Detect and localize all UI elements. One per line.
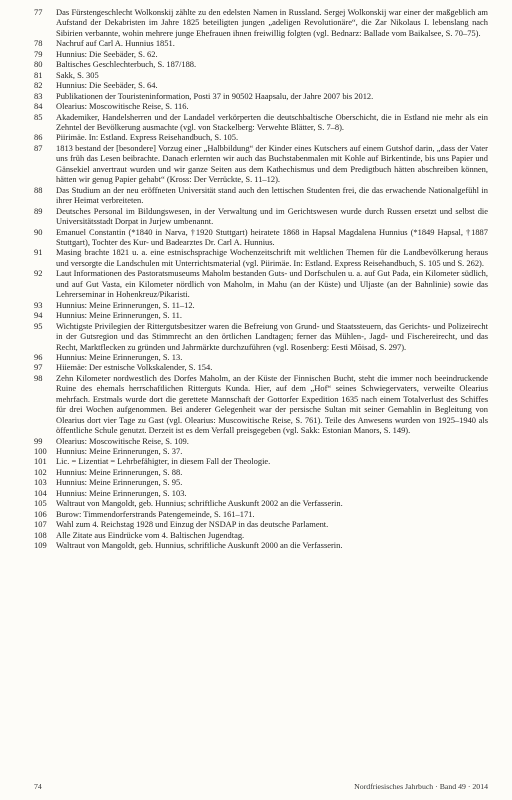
- footnote: [34, 519, 488, 529]
- footnote-text: Publikationen der Touristeninformation, Posti 37 in 90502 Haapsalu, der Jahre 2007 bis 2012.: [56, 90, 374, 101]
- footnote-number: 103: [34, 477, 47, 488]
- footnote: [34, 206, 488, 227]
- footnote-number: 83: [34, 90, 43, 101]
- footnote-text: Hunnius: Meine Erinnerungen, S. 37.: [56, 446, 183, 457]
- footnote-text: 1813 bestand der [besondere] Vorzug einer „Halbbildung“ der Kinder eines Kutschers auf einem Gutshof darin, „dass der Vater uns früh das Lesen beibrachte. Danach erlernten wir auch das Buchstabenmalen mit Kohle auf Birkentinde, bis uns Papier und Gänsekiel anvertraut wurden und wir ganze Seiten aus dem Kathechismus und dem Predigtbuch hätten abschreiben können, hätten wir genug Papier gehabt“ (Kross: Der Verrückte, S. 11–12).: [56, 142, 488, 185]
- footnote-text: Piirimäe. In: Estland. Express Reisehandbuch, S. 105.: [56, 132, 239, 143]
- footnote: [34, 38, 488, 48]
- footnote-number: 89: [34, 205, 43, 216]
- footnote: [34, 509, 488, 519]
- footnote-number: 79: [34, 48, 43, 59]
- footnote: [34, 310, 488, 320]
- footnote-text: Olearius: Moscowitische Reise, S. 109.: [56, 435, 189, 446]
- page-number: 74: [34, 782, 42, 791]
- footnote: [34, 373, 488, 436]
- footnote-text: Burow: Timmendorferstrands Patengemeinde, S. 161–171.: [56, 508, 255, 519]
- footnote: [34, 530, 488, 540]
- footnote-number: 109: [34, 540, 47, 551]
- footnote: [34, 49, 488, 59]
- footnote-number: 90: [34, 226, 43, 237]
- footnote: [34, 446, 488, 456]
- footnote-number: 85: [34, 111, 43, 122]
- journal-title: Nordfriesisches Jahrbuch · Band 49 · 2014: [354, 782, 488, 791]
- footnote-number: 93: [34, 299, 43, 310]
- footnote-number: 101: [34, 456, 47, 467]
- footnote-number: 105: [34, 498, 47, 509]
- footnote-number: 88: [34, 184, 43, 195]
- footnote: [34, 7, 488, 38]
- footnote-number: 104: [34, 487, 47, 498]
- footnote-number: 99: [34, 435, 43, 446]
- footnote-number: 80: [34, 59, 43, 70]
- footnote-number: 96: [34, 351, 43, 362]
- footnote: [34, 467, 488, 477]
- footnote-number: 95: [34, 320, 43, 331]
- footnote-text: Waltraut von Mangoldt, geb. Hunnius, schriftliche Auskunft 2000 an die Verfasserin.: [56, 540, 343, 551]
- footnote-number: 91: [34, 247, 43, 258]
- page-footer: [34, 782, 488, 792]
- footnote-number: 106: [34, 508, 47, 519]
- footnote-number: 108: [34, 529, 47, 540]
- footnote: [34, 352, 488, 362]
- footnote-text: Zehn Kilometer nordwestlich des Dorfes Maholm, an der Küste der Finnischen Bucht, steht die immer noch beeindruckende Ruine des ehemals herrschaftlichen Ritterguts Kunda. Hier, auf dem „Hof“ seines Schwiegervaters, verweilte Olearius mehrfach. Erstmals wurde dort die gerettete Mannschaft der Gottorfer Expedition 1635 nach einem Totalverlust des Schiffes für drei Wochen aufgenommen. Bei anderer Gelegenheit war der persische Sultan mit seiner Gemahlin in Begleitung von Olearius dort vier Tage zu Gast (vgl. Olearius: Muscowitische Reise, S. 761). Teile des Anwesens wurden von 1925–1940 als öffentliche Schule genutzt. Derzeit ist es dem Verfall preisgegeben (vgl. Sakk: Estonian Manors, S. 149).: [56, 372, 488, 436]
- footnote-number: 100: [34, 446, 47, 457]
- footnote-number: 84: [34, 101, 43, 112]
- footnote: [34, 362, 488, 372]
- footnote-text: Hunnius: Meine Erinnerungen, S. 103.: [56, 487, 187, 498]
- footnote-text: Alle Zitate aus Eindrücke vom 4. Baltischen Jugendtag.: [56, 529, 245, 540]
- footnote-text: Deutsches Personal im Bildungswesen, in der Verwaltung und im Gerichtswesen wurde durch Russen ersetzt und selbst die Universitätsstadt Dorpat in Jurjew umbenannt.: [56, 205, 488, 227]
- footnote-text: Baltisches Geschlechterbuch, S. 187/188.: [56, 59, 197, 70]
- footnote-text: Lic. = Lizentiat = Lehrbefähigter, in diesem Fall der Theologie.: [56, 456, 271, 467]
- footnote-text: Nachruf auf Carl A. Hunnius 1851.: [56, 38, 175, 49]
- footnote-text: Hunnius: Meine Erinnerungen, S. 11.: [56, 310, 182, 321]
- footnote-text: Emanuel Constantin (*1840 in Narva, †1920 Stuttgart) heiratete 1868 in Hapsal Magdalena Hunnius (*1849 Hapsal, †1887 Stuttgart), Tochter des Kur- und Badearztes Dr. Carl A. Hunnius.: [56, 226, 488, 247]
- footnote-text: Laut Informationen des Pastoratsmuseums Maholm bestanden Guts- und Dorfschulen u. a. auf Gut Pada, ein Kilometer südlich, und auf Gut Vasta, ein Kilometer nördlich von Maholm, in Mahu (an der Küste) und Uljaste (an der Bahnlinie) sowie das Lehrerseminar in Hohenkreuz/Pikaristi.: [56, 268, 488, 300]
- footnote-text: Wichtigste Privilegien der Rittergutsbesitzer waren die Befreiung von Grund- und Staatssteuern, das Gerichts- und Polizeirecht in der Gutsregion und das Stimmrecht an den örtlichen Landtagen; ferner das Mühlen-, Jagd- und Fischereirecht, und das Recht, Marktflecken zu gründen und Jahrmärkte durchzuführen (vgl. Rosenberg: Eesti Mõisad, S. 297).: [56, 320, 488, 352]
- footnote-number: 87: [34, 142, 43, 153]
- footnote: [34, 488, 488, 498]
- footnote: [34, 227, 488, 248]
- footnote-text: Hunnius: Meine Erinnerungen, S. 11–12.: [56, 299, 195, 310]
- footnote-text: Hunnius: Meine Erinnerungen, S. 95.: [56, 477, 183, 488]
- footnote-number: 77: [34, 7, 43, 17]
- footnote-number: 82: [34, 80, 43, 91]
- footnote-text: Das Fürstengeschlecht Wolkonskij zählte zu den edelsten Namen in Russland. Sergej Wolkonskij war einer der maßgeblich am Aufstand der Dekabristen im Jahre 1825 beteiligten jungen „adeligen Revolutionäre“, die Zar Nikolaus I. lebenslang nach Sibirien verbannte, wohin mehrere junge Ehefrauen ihnen freiwillig folgten (vgl. Bednarz: Ballade vom Baikalsee, S. 70–75).: [56, 7, 488, 38]
- footnote-text: Hunnius: Die Seebäder, S. 64.: [56, 80, 158, 91]
- footnote-text: Waltraut von Mangoldt, geb. Hunnius; schriftliche Auskunft 2002 an die Verfasserin.: [56, 498, 343, 509]
- footnote: [34, 456, 488, 466]
- footnote-text: Das Studium an der neu eröffneten Universität stand auch den lettischen Studenten frei, die das erwachende Nationalgefühl in ihrer Heimat verbreiteten.: [56, 184, 488, 206]
- footnote-number: 92: [34, 268, 43, 279]
- footnote-text: Hunnius: Meine Erinnerungen, S. 88.: [56, 466, 183, 477]
- footnote: [34, 498, 488, 508]
- footnote-text: Akademiker, Handelsherren und der Landadel verkörperten die deutschbaltische Oberschicht, die in Estland nie mehr als ein Zehntel der Bevölkerung ausmachte (vgl. von Stackelberg: Verwehte Blätter, S. 7–8).: [56, 111, 488, 132]
- footnote: [34, 477, 488, 487]
- footnote: [34, 112, 488, 133]
- footnote-number: 107: [34, 519, 47, 530]
- footnote-text: Sakk, S. 305: [56, 69, 99, 80]
- footnote-number: 97: [34, 362, 43, 373]
- footnote-text: Hiiemäe: Der estnische Volkskalender, S. 154.: [56, 362, 213, 373]
- footnote: [34, 80, 488, 90]
- footnote: [34, 268, 488, 299]
- footnote: [34, 185, 488, 206]
- footnote-text: Olearius: Moscowitische Reise, S. 116.: [56, 101, 189, 112]
- footnote-number: 98: [34, 372, 43, 383]
- footnote: [34, 101, 488, 111]
- footnote: [34, 300, 488, 310]
- footnote-text: Wahl zum 4. Reichstag 1928 und Einzug der NSDAP in das deutsche Parlament.: [56, 519, 329, 530]
- footnote: [34, 143, 488, 185]
- footnote-number: 78: [34, 38, 43, 49]
- footnote: [34, 321, 488, 352]
- footnote-text: Hunnius: Meine Erinnerungen, S. 13.: [56, 351, 183, 362]
- footnote: [34, 247, 488, 268]
- footnote-text: Hunnius: Die Seebäder, S. 62.: [56, 48, 158, 59]
- footnote-number: 81: [34, 69, 43, 80]
- footnote: [34, 132, 488, 142]
- footnote-number: 102: [34, 466, 47, 477]
- footnote-number: 86: [34, 132, 43, 143]
- footnote-number: 94: [34, 310, 43, 321]
- footnote: [34, 59, 488, 69]
- footnote: [34, 436, 488, 446]
- footnote-text: Masing brachte 1821 u. a. eine estnischsprachige Wochenzeitschrift mit weltlichen Themen für die Landbevölkerung heraus und versorgte die Landschulen mit Unterrichtsmaterial (vgl. Piirimäe. In: Estland. Express Reisehandbuch, S. 105 und S. 262).: [56, 247, 488, 268]
- footnote: [34, 540, 488, 550]
- footnotes-list: [34, 7, 488, 551]
- footnote: [34, 70, 488, 80]
- footnote: [34, 91, 488, 101]
